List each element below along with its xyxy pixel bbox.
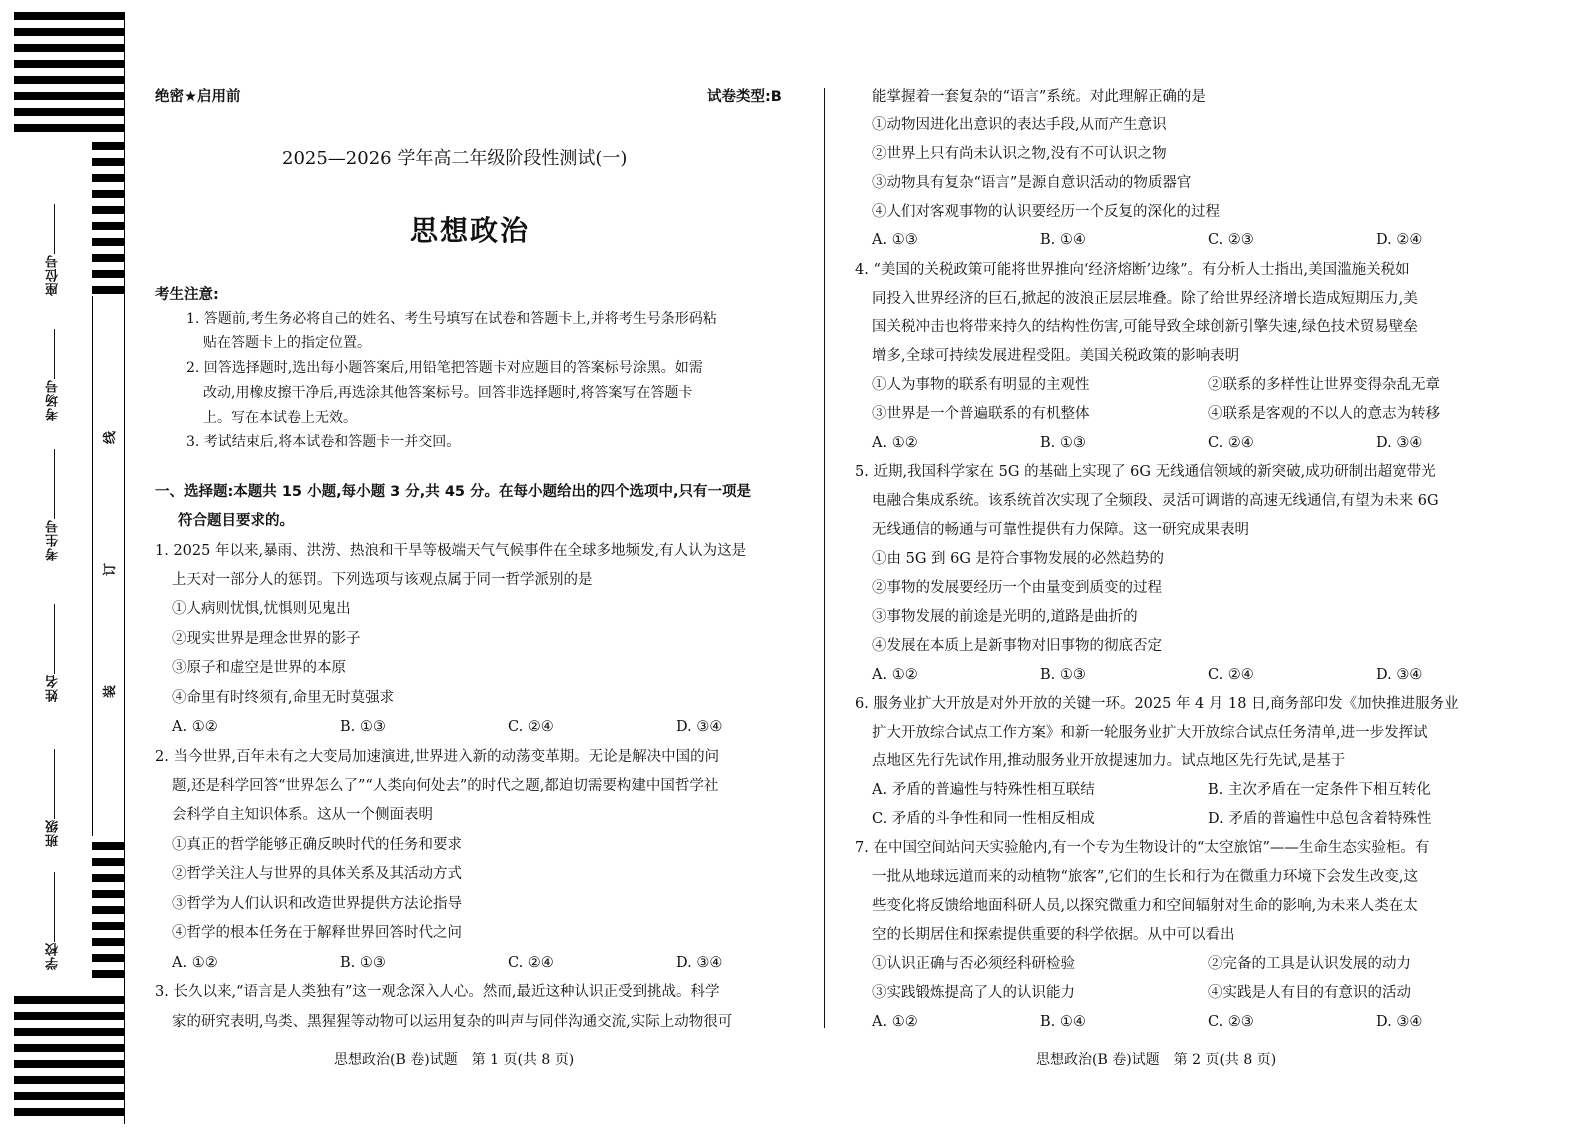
barcode-stripe [14,12,124,20]
q1-stem: 1. 2025 年以来,暴雨、洪涝、热浪和干旱等极端天气气候事件在全球多地频发,有人认为这是 [155,543,747,559]
q2-choices [172,954,722,972]
q7-option: ③实践锻炼提高了人的认识能力 [872,985,1075,1001]
binding-guide-line [92,296,93,836]
q6-choices-row [872,810,1431,828]
choice-b[interactable]: B. ①④ [1040,1014,1086,1030]
q7-option: ④实践是人有目的有意识的活动 [1208,985,1411,1001]
q2-option: ①真正的哲学能够正确反映时代的任务和要求 [172,837,462,853]
q7-choices [872,1013,1422,1031]
barcode-stripe [14,28,124,36]
q5-option: ①由 5G 到 6G 是符合事物发展的必然趋势的 [872,551,1165,567]
q5-stem: 电融合集成系统。该系统首次实现了全频段、灵活可调谐的高速无线通信,有望为未来 6G [872,493,1439,509]
choice-a[interactable]: A. ①② [872,435,918,451]
choice-a[interactable]: A. ①② [172,955,218,971]
q5-choices [872,666,1422,684]
barcode-stripe [92,158,124,166]
q4-stem: 同投入世界经济的巨石,掀起的波浪正层层堆叠。除了给世界经济增长造成短期压力,美 [872,291,1418,307]
choice-c[interactable]: C. ②④ [508,719,554,735]
q2-stem: 2. 当今世界,百年未有之大变局加速演进,世界进入新的动荡变革期。无论是解决中国的问 [155,749,720,765]
choice-d[interactable]: D. ③④ [1376,435,1423,451]
q3-choices [872,231,1422,249]
notes-line: 改动,用橡皮擦干净后,再选涂其他答案标号。回答非选择题时,将答案写在答题卡 [203,385,693,401]
exam-title: 2025—2026 学年高二年级阶段性测试(一) [282,148,628,169]
barcode-stripe [14,76,124,84]
q4-options-row [872,376,1440,394]
zhuang-mark: 装 [103,684,119,699]
q6-stem: 点地区先行先试作用,推动服务业开放提速加力。试点地区先行先试,是基于 [872,753,1346,769]
q6-stem: 6. 服务业扩大开放是对外开放的关键一环。2025 年 4 月 18 日,商务部印发《加快推进服务业 [855,696,1459,712]
barcode-stripe [92,222,124,230]
barcode-stripe [92,238,124,246]
choice-b[interactable]: B. ①③ [340,719,386,735]
choice-a[interactable]: A. 矛盾的普遍性与特殊性相互联结 [872,782,1095,798]
barcode-stripe [92,142,124,150]
choice-b[interactable]: B. 主次矛盾在一定条件下相互转化 [1208,782,1431,798]
q3-stem: 3. 长久以来,“语言是人类独有”这一观念深入人心。然而,最近这种认识正受到挑战。科学 [155,984,720,1000]
notes-line: 2. 回答选择题时,选出每小题答案后,用铅笔把答题卡对应题目的答案标号涂黑。如需 [186,360,703,376]
barcode-stripe [92,890,124,898]
exam-number-field[interactable] [44,445,63,561]
q7-options-row [872,955,1411,973]
q3-stem: 家的研究表明,鸟类、黑猩猩等动物可以运用复杂的叫声与同伴沟通交流,实际上动物很可 [172,1014,733,1030]
q7-stem: 些变化将反馈给地面科研人员,以探究微重力和空间辐射对生命的影响,为未来人类在太 [872,898,1418,914]
barcode-stripe [14,108,124,116]
q7-option: ②完备的工具是认识发展的动力 [1208,956,1411,972]
choice-d[interactable]: D. ③④ [1376,667,1423,683]
notes-heading: 考生注意: [155,287,219,303]
section-heading-cont: 符合题目要求的。 [178,513,294,529]
barcode-stripe [92,906,124,914]
xian-mark: 线 [103,430,119,445]
q4-option: ④联系是客观的不以人的意志为转移 [1208,406,1440,422]
room-label: 考场号 [46,379,61,421]
page-2-footer: 思想政治(B 卷)试题 第 2 页(共 8 页) [1036,1052,1277,1068]
q1-option: ①人病则忧惧,忧惧则见鬼出 [172,601,351,617]
notes-line: 上。写在本试卷上无效。 [203,410,357,426]
ding-mark: 订 [103,562,119,577]
school-field[interactable] [44,868,63,970]
q2-option: ④哲学的根本任务在于解释世界回答时代之问 [172,925,462,941]
seat-label: 座位号 [46,254,61,296]
q5-option: ③事物发展的前途是光明的,道路是曲折的 [872,609,1138,625]
q4-option: ①人为事物的联系有明显的主观性 [872,377,1090,393]
q7-stem: 7. 在中国空间站问天实验舱内,有一个专为生物设计的“太空旅馆”——生命生态实验柜。有 [855,840,1430,856]
q4-stem: 国关税冲击也将带来持久的结构性伤害,可能导致全球创新引擎失速,绿色技术贸易壁垒 [872,319,1418,335]
choice-c[interactable]: C. ②④ [1208,435,1254,451]
barcode-stripe [92,270,124,278]
barcode-stripe [14,996,124,1004]
q4-option: ②联系的多样性让世界变得杂乱无章 [1208,377,1440,393]
q4-option: ③世界是一个普遍联系的有机整体 [872,406,1090,422]
notes-line: 贴在答题卡上的指定位置。 [203,335,371,351]
choice-c[interactable]: C. ②④ [508,955,554,971]
q3-option: ④人们对客观事物的认识要经历一个反复的深化的过程 [872,204,1220,220]
q7-options-row [872,984,1411,1002]
q3-stem: 能掌握着一套复杂的“语言”系统。对此理解正确的是 [872,89,1206,105]
choice-d[interactable]: D. ③④ [676,955,723,971]
choice-c[interactable]: C. ②③ [1208,232,1254,248]
choice-d[interactable]: D. ③④ [676,719,723,735]
barcode-stripe [14,1012,124,1020]
q4-choices [872,434,1422,452]
choice-a[interactable]: A. ①③ [872,232,918,248]
q5-stem: 无线通信的畅通与可靠性提供有力保障。这一研究成果表明 [872,522,1249,538]
q2-option: ②哲学关注人与世界的具体关系及其活动方式 [172,866,462,882]
q3-option: ②世界上只有尚未认识之物,没有不可认识之物 [872,146,1167,162]
barcode-stripe [14,1028,124,1036]
paper-type-label: 试卷类型:B [707,89,782,105]
q4-stem: 4. “美国的关税政策可能将世界推向‘经济熔断’边缘”。有分析人士指出,美国滥施关税如 [855,262,1410,278]
q5-option: ④发展在本质上是新事物对旧事物的彻底否定 [872,638,1162,654]
barcode-stripe [14,1060,124,1068]
barcode-stripe [14,92,124,100]
q4-stem: 增多,全球可持续发展进程受阻。美国关税政策的影响表明 [872,348,1240,364]
choice-b[interactable]: B. ①④ [1040,232,1086,248]
barcode-stripe [14,44,124,52]
barcode-stripe [14,124,124,132]
barcode-stripe [14,1092,124,1100]
barcode-stripe [14,1044,124,1052]
confidential-label: 绝密★启用前 [155,89,241,105]
q2-stem: 会科学自主知识体系。这从一个侧面表明 [172,807,433,823]
barcode-stripe [92,938,124,946]
q1-option: ③原子和虚空是世界的本原 [172,660,346,676]
choice-b[interactable]: B. ①③ [340,955,386,971]
choice-c[interactable]: C. 矛盾的斗争性和同一性相反相成 [872,811,1095,827]
barcode-stripe [92,858,124,866]
subject-title: 思想政治 [410,214,531,247]
q4-options-row [872,405,1440,423]
barcode-stripe [92,190,124,198]
barcode-stripe [92,922,124,930]
q3-option: ③动物具有复杂“语言”是源自意识活动的物质器官 [872,175,1192,191]
barcode-stripe [92,174,124,182]
section-heading: 一、选择题:本题共 15 小题,每小题 3 分,共 45 分。在每小题给出的四个选项中,只有一项是 [155,484,752,500]
name-field[interactable] [44,600,63,702]
choice-b[interactable]: B. ①③ [1040,435,1086,451]
q1-stem: 上天对一部分人的惩罚。下列选项与该观点属于同一哲学派别的是 [172,572,593,588]
choice-c[interactable]: C. ②③ [1208,1014,1254,1030]
column-divider [824,88,825,1028]
binding-edge-line [124,12,125,1124]
binding-margin [0,0,140,1138]
barcode-stripe [92,286,124,294]
notes-line: 1. 答题前,考生务必将自己的姓名、考生号填写在试卷和答题卡上,并将考生号条形码粘 [186,311,717,327]
q1-choices [172,718,722,736]
q1-option: ②现实世界是理念世界的影子 [172,631,361,647]
class-field[interactable] [44,745,63,847]
page-1-footer: 思想政治(B 卷)试题 第 1 页(共 8 页) [334,1052,575,1068]
q7-option: ①认识正确与否必须经科研检验 [872,956,1075,972]
school-label: 学校 [46,942,61,970]
exam-number-label: 考生号 [46,519,61,561]
barcode-stripe [14,1076,124,1084]
choice-c[interactable]: C. ②④ [1208,667,1254,683]
notes-line: 3. 考试结束后,将本试卷和答题卡一并交回。 [186,434,461,450]
q5-stem: 5. 近期,我国科学家在 5G 的基础上实现了 6G 无线通信领域的新突破,成功研制出超宽带光 [855,464,1436,480]
q3-option: ①动物因进化出意识的表达手段,从而产生意识 [872,117,1167,133]
barcode-stripe [92,254,124,262]
room-field[interactable] [44,325,63,421]
q5-option: ②事物的发展要经历一个由量变到质变的过程 [872,580,1162,596]
q6-choices-row [872,781,1431,799]
q1-option: ④命里有时终须有,命里无时莫强求 [172,690,395,706]
choice-d[interactable]: D. ③④ [1376,1014,1423,1030]
q2-option: ③哲学为人们认识和改造世界提供方法论指导 [172,896,462,912]
barcode-stripe [92,842,124,850]
q7-stem: 一批从地球远道而来的动植物“旅客”,它们的生长和行为在微重力环境下会发生改变,这 [872,869,1419,885]
barcode-stripe [92,954,124,962]
barcode-stripe [92,206,124,214]
seat-field[interactable] [44,200,63,296]
choice-a[interactable]: A. ①② [872,1014,918,1030]
barcode-stripe [14,1108,124,1116]
choice-d[interactable]: D. ②④ [1376,232,1423,248]
choice-b[interactable]: B. ①③ [1040,667,1086,683]
q6-stem: 扩大开放综合试点工作方案》和新一轮服务业扩大开放综合试点任务清单,进一步发挥试 [872,725,1428,741]
q2-stem: 题,还是科学回答“世界怎么了”“人类向何处去”的时代之题,都迫切需要构建中国哲学社 [172,778,719,794]
choice-a[interactable]: A. ①② [172,719,218,735]
class-label: 班级 [46,819,61,847]
choice-d[interactable]: D. 矛盾的普遍性中总包含着特殊性 [1208,811,1432,827]
choice-a[interactable]: A. ①② [872,667,918,683]
barcode-stripe [92,970,124,978]
barcode-stripe [14,60,124,68]
q7-stem: 空的长期居住和探索提供重要的科学依据。从中可以看出 [872,927,1235,943]
barcode-stripe [92,874,124,882]
name-label: 姓名 [46,674,61,702]
